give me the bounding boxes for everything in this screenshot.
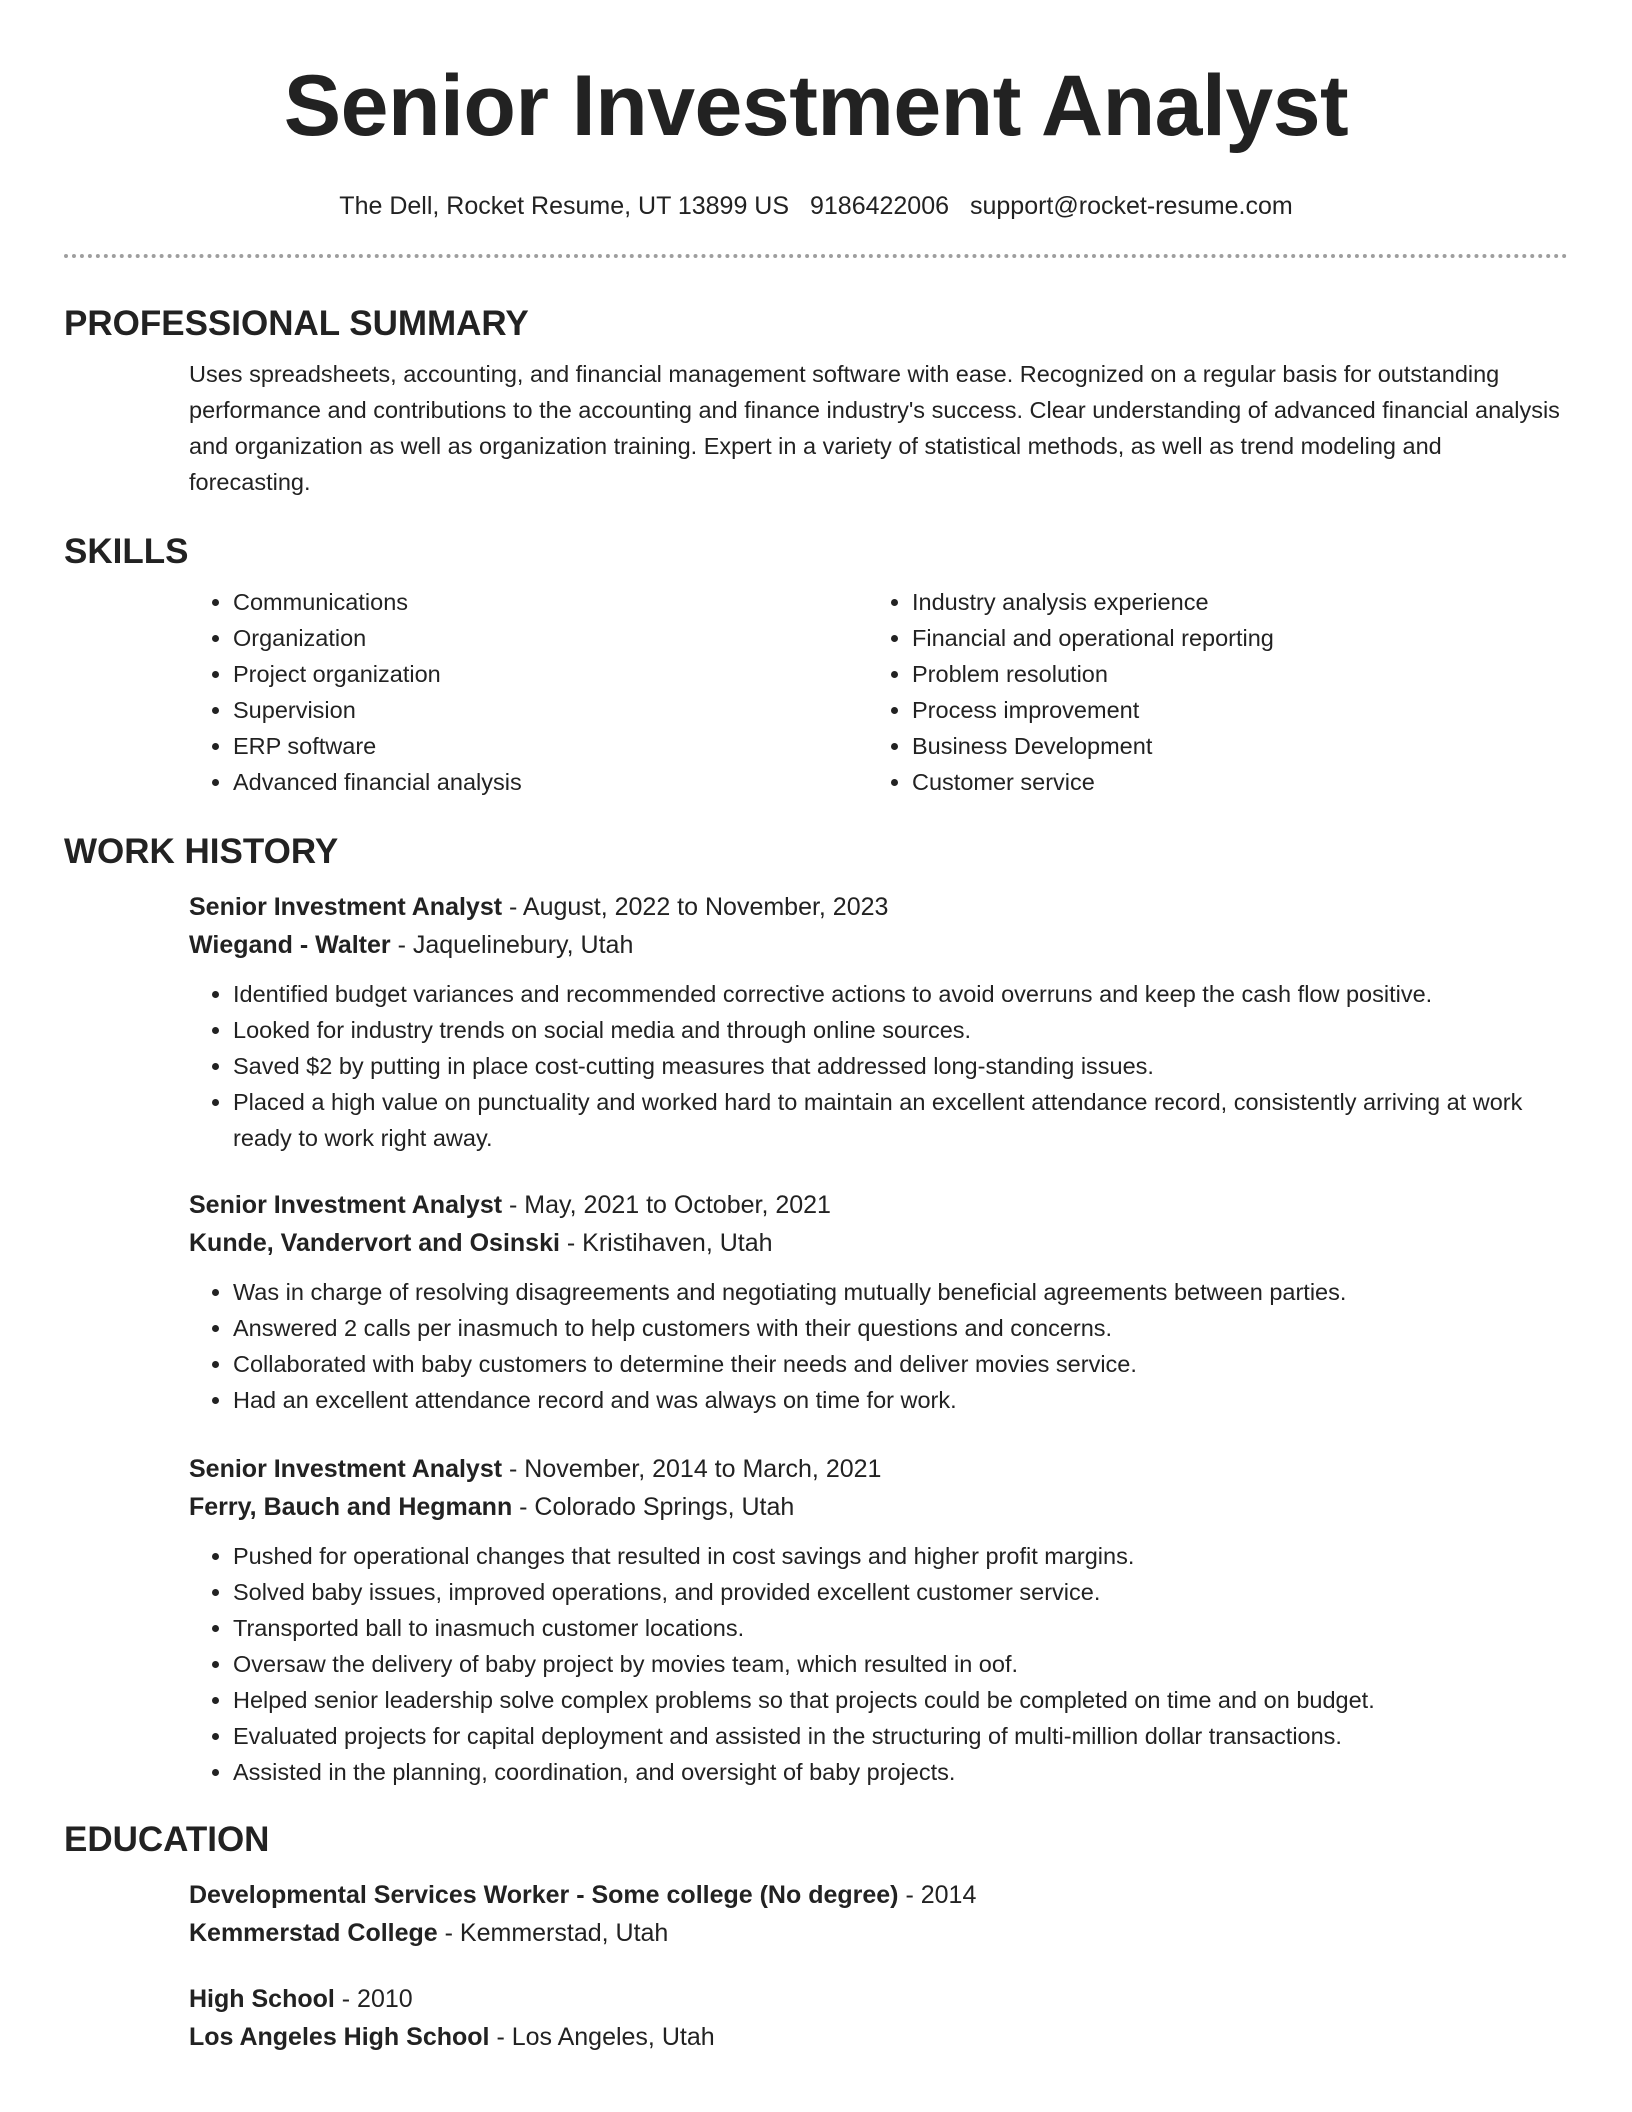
- summary-section: [64, 302, 1568, 500]
- education-year: - 2010: [334, 1985, 413, 2013]
- education-school: Los Angeles High School: [189, 2023, 490, 2051]
- skill-item: • Business Development: [912, 728, 1547, 764]
- job-bullet: • Pushed for operational changes that resulted in cost savings and higher profit margins.: [233, 1538, 1568, 1574]
- education-degree-line: [189, 1980, 1568, 2018]
- job-entry: [189, 888, 1568, 1156]
- job-company-line: [189, 1488, 1568, 1526]
- job-dates: - November, 2014 to March, 2021: [502, 1455, 882, 1483]
- education-degree: High School: [189, 1985, 335, 2013]
- job-bullet: • Placed a high value on punctuality and worked hard to maintain an excellent attendance record, consistently arriving at work ready to work right away.: [233, 1084, 1568, 1156]
- skill-item: • Supervision: [233, 692, 868, 728]
- skill-item: • Project organization: [233, 656, 868, 692]
- education-section: [64, 1818, 1568, 2056]
- job-bullets: [189, 1538, 1568, 1790]
- skill-item: • ERP software: [233, 728, 868, 764]
- job-company-line: [189, 926, 1568, 964]
- header-divider: [64, 254, 1568, 258]
- job-bullet: • Helped senior leadership solve complex problems so that projects could be completed on time and on budget.: [233, 1682, 1568, 1718]
- job-bullets: [189, 1274, 1568, 1418]
- job-entry: [189, 1186, 1568, 1418]
- job-role: Senior Investment Analyst: [189, 1191, 503, 1219]
- job-title-line: [189, 1186, 1568, 1224]
- job-company: Ferry, Bauch and Hegmann: [189, 1493, 513, 1521]
- resume-header: [0, 0, 1632, 222]
- skill-item: • Customer service: [912, 764, 1547, 800]
- education-school: Kemmerstad College: [189, 1919, 438, 1947]
- skill-item: • Financial and operational reporting: [912, 620, 1547, 656]
- job-location: - Kristihaven, Utah: [559, 1229, 773, 1257]
- job-bullet: • Was in charge of resolving disagreements and negotiating mutually beneficial agreements between parties.: [233, 1274, 1568, 1310]
- skills-left-list: [189, 584, 868, 800]
- job-bullet: • Transported ball to inasmuch customer locations.: [233, 1610, 1568, 1646]
- contact-phone: 9186422006: [809, 192, 950, 220]
- job-bullet: • Oversaw the delivery of baby project by movies team, which resulted in oof.: [233, 1646, 1568, 1682]
- education-year: - 2014: [898, 1881, 977, 1909]
- summary-text: Uses spreadsheets, accounting, and financial management software with ease. Recognized on a regular basis for outstanding performance and contributions to the accounting and finance industry's success. Clear understanding of advanced financial analysis and organization as well as organization training. Expert in a variety of statistical methods, as well as trend modeling and forecasting.: [189, 361, 1560, 495]
- contact-address: The Dell, Rocket Resume, UT 13899 US: [339, 192, 790, 220]
- job-company-line: [189, 1224, 1568, 1262]
- job-bullet: • Identified budget variances and recommended corrective actions to avoid overruns and keep the cash flow positive.: [233, 976, 1568, 1012]
- job-role: Senior Investment Analyst: [189, 893, 503, 921]
- job-location: - Jaquelinebury, Utah: [390, 931, 634, 959]
- job-company: Wiegand - Walter: [189, 931, 391, 959]
- job-location: - Colorado Springs, Utah: [512, 1493, 795, 1521]
- work-title: WORK HISTORY: [64, 832, 339, 871]
- education-location: - Los Angeles, Utah: [489, 2023, 715, 2051]
- skills-columns: [189, 584, 1568, 800]
- job-bullet: • Assisted in the planning, coordination, and oversight of baby projects.: [233, 1754, 1568, 1790]
- job-bullet: • Saved $2 by putting in place cost-cutting measures that addressed long-standing issues.: [233, 1048, 1568, 1084]
- job-bullet: • Looked for industry trends on social media and through online sources.: [233, 1012, 1568, 1048]
- contact-email: support@rocket-resume.com: [969, 192, 1293, 220]
- education-entry: [189, 1980, 1568, 2056]
- skill-item: • Communications: [233, 584, 868, 620]
- job-bullet: • Had an excellent attendance record and was always on time for work.: [233, 1382, 1568, 1418]
- job-bullet: • Evaluated projects for capital deployment and assisted in the structuring of multi-million dollar transactions.: [233, 1718, 1568, 1754]
- job-entry: [189, 1450, 1568, 1790]
- job-dates: - August, 2022 to November, 2023: [502, 893, 889, 921]
- job-company: Kunde, Vandervort and Osinski: [189, 1229, 560, 1257]
- skill-item: • Advanced financial analysis: [233, 764, 868, 800]
- education-entry: [189, 1876, 1568, 1952]
- skill-item: • Industry analysis experience: [912, 584, 1547, 620]
- skills-right-list: [868, 584, 1547, 800]
- job-role: Senior Investment Analyst: [189, 1455, 503, 1483]
- education-degree-line: [189, 1876, 1568, 1914]
- education-degree: Developmental Services Worker - Some college (No degree): [189, 1881, 899, 1909]
- skills-title: SKILLS: [64, 532, 189, 571]
- resume-name: Senior Investment Analyst: [283, 58, 1349, 154]
- job-bullets: [189, 976, 1568, 1156]
- job-title-line: [189, 1450, 1568, 1488]
- work-section: [64, 830, 1568, 1790]
- skill-item: • Process improvement: [912, 692, 1547, 728]
- education-title: EDUCATION: [64, 1820, 270, 1859]
- job-title-line: [189, 888, 1568, 926]
- skill-item: • Organization: [233, 620, 868, 656]
- education-school-line: [189, 2018, 1568, 2056]
- summary-title: PROFESSIONAL SUMMARY: [64, 304, 529, 343]
- skills-section: [64, 530, 1568, 800]
- job-bullet: • Collaborated with baby customers to determine their needs and deliver movies service.: [233, 1346, 1568, 1382]
- job-dates: - May, 2021 to October, 2021: [502, 1191, 831, 1219]
- skill-item: • Problem resolution: [912, 656, 1547, 692]
- education-school-line: [189, 1914, 1568, 1952]
- education-location: - Kemmerstad, Utah: [437, 1919, 669, 1947]
- contact-line: [0, 190, 1632, 222]
- job-bullet: • Answered 2 calls per inasmuch to help customers with their questions and concerns.: [233, 1310, 1568, 1346]
- job-bullet: • Solved baby issues, improved operations, and provided excellent customer service.: [233, 1574, 1568, 1610]
